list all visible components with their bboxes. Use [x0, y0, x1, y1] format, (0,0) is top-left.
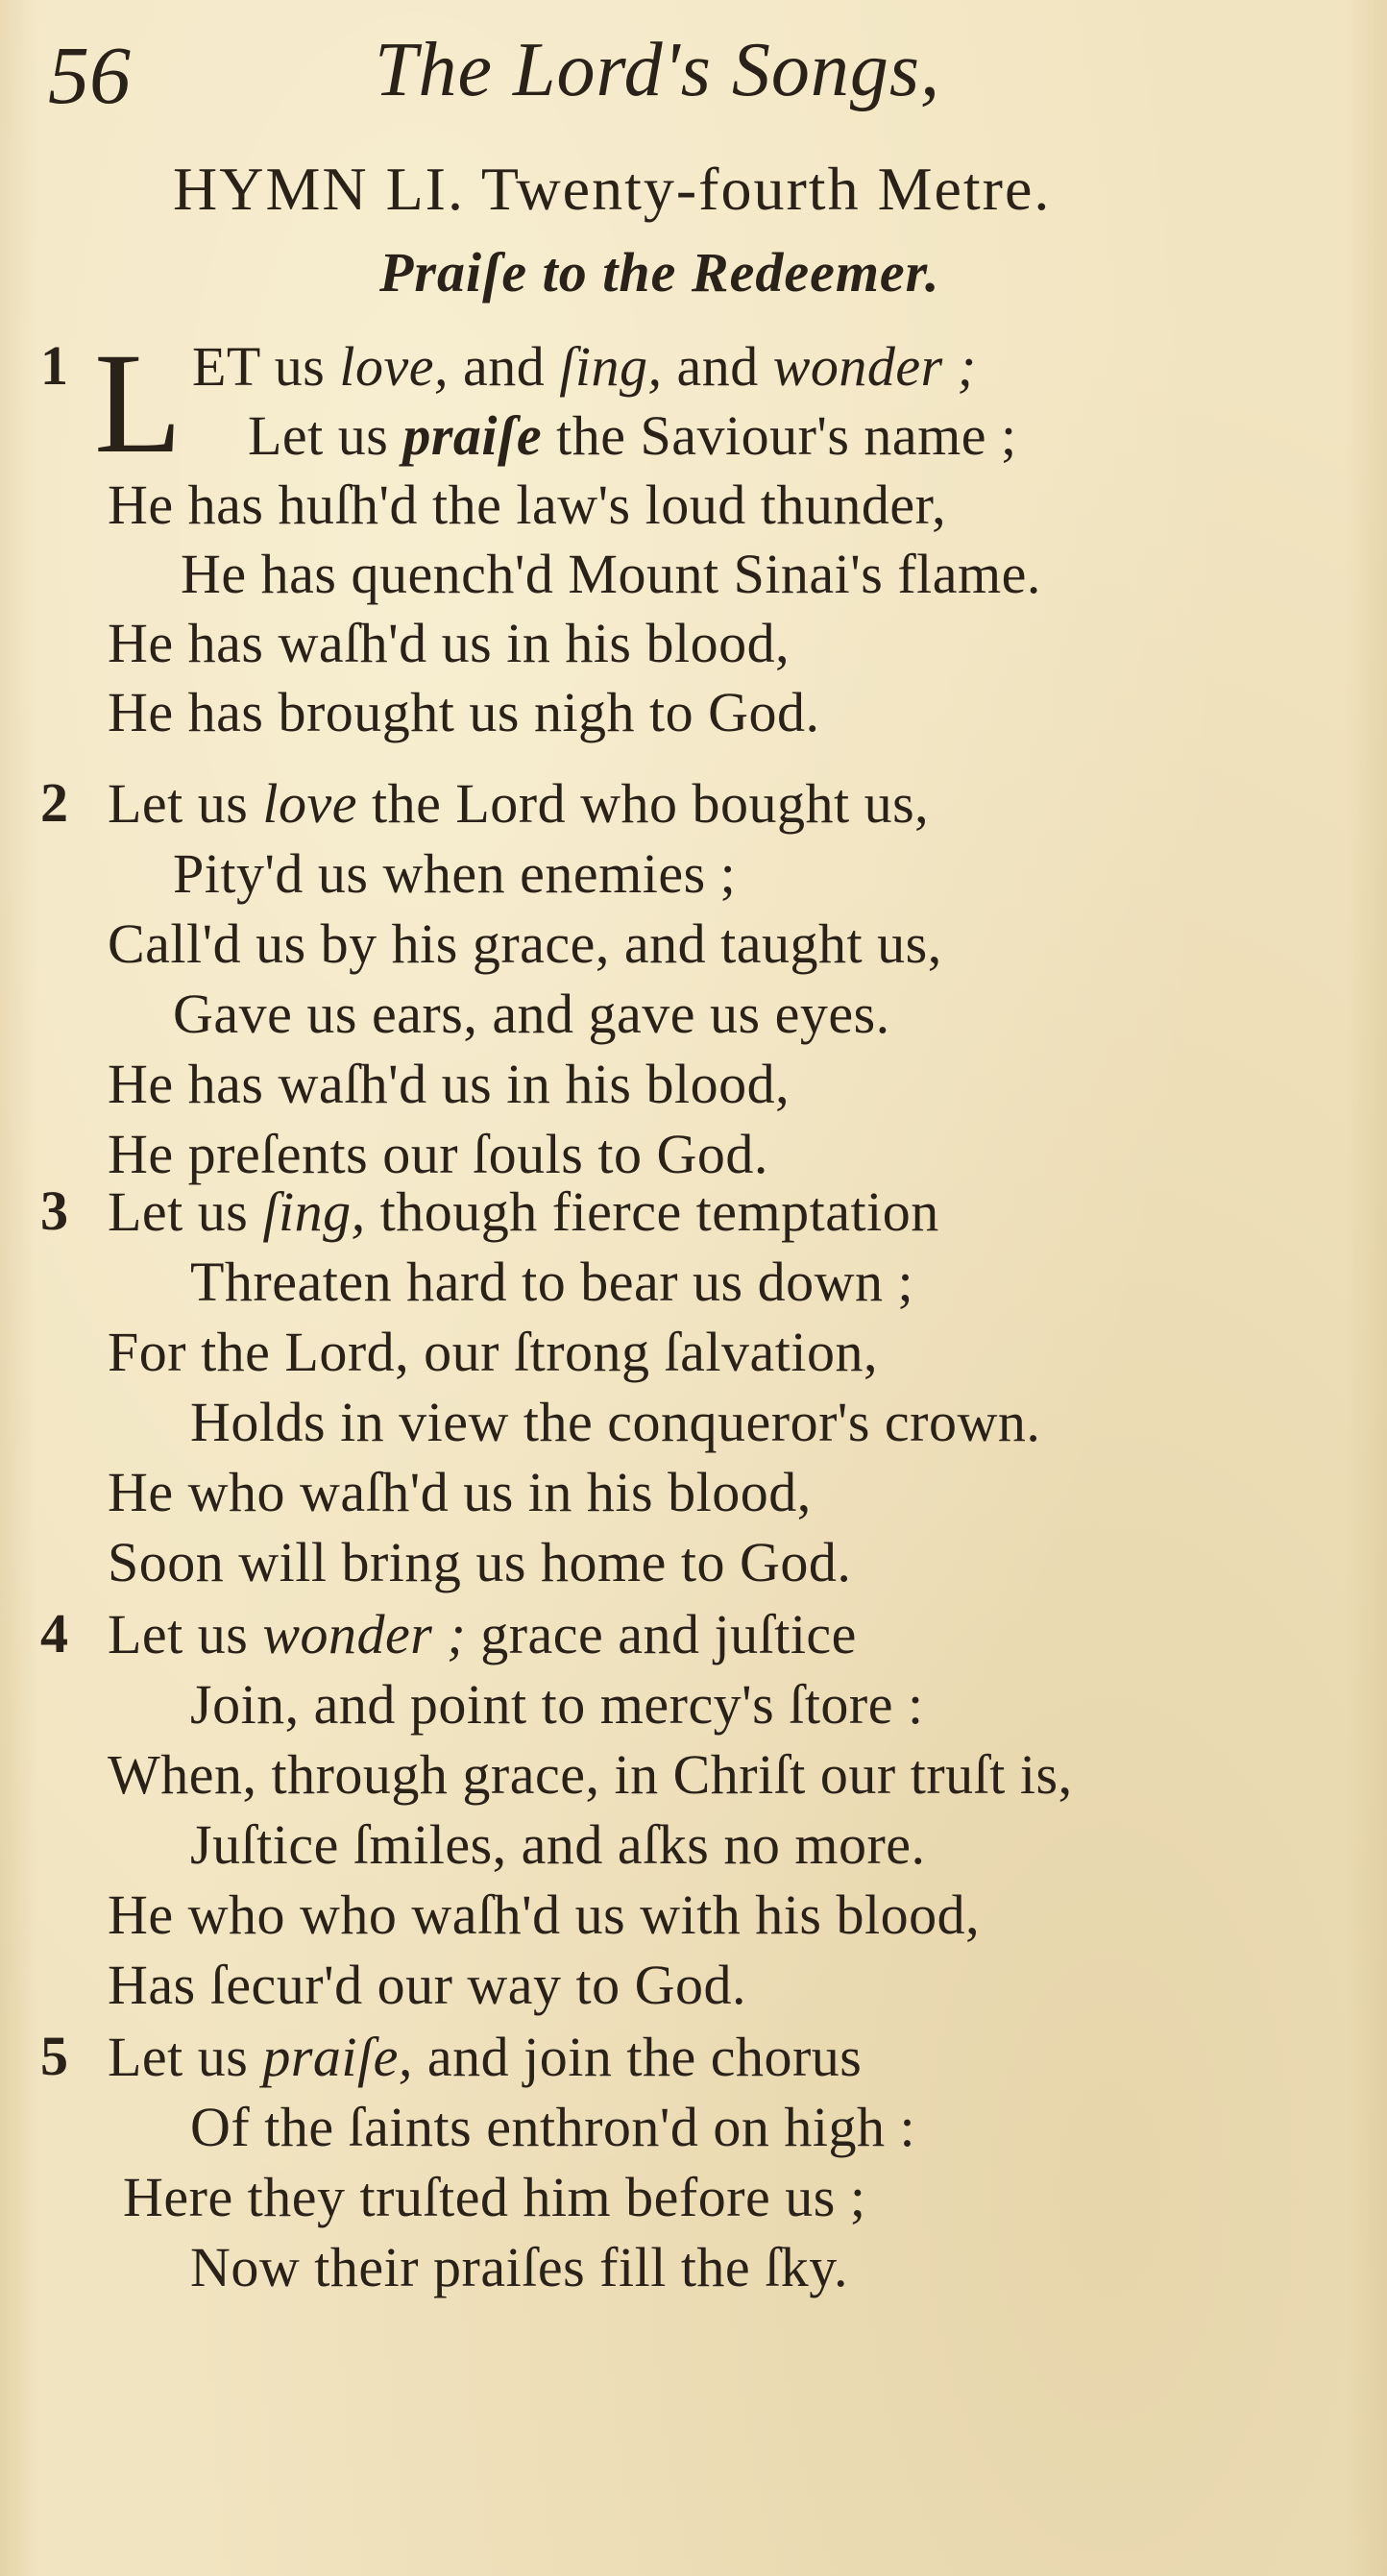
drop-cap: L: [94, 324, 182, 483]
verse-line: He has huſh'd the law's loud thunder,: [108, 474, 947, 536]
stanza-number: 5: [40, 2025, 68, 2087]
verse-line: Let us praiſe the Saviour's name ;: [248, 404, 1017, 467]
verse-line: Let us wonder ; grace and juſtice: [108, 1603, 857, 1665]
verse-line: Let us praiſe, and join the chorus: [108, 2026, 863, 2088]
verse-line: He who who waſh'd us with his blood,: [108, 1883, 981, 1946]
verse-line: Pity'd us when enemies ;: [173, 842, 737, 905]
verse-line: He has waſh'd us in his blood,: [108, 1053, 791, 1115]
verse-line: Threaten hard to bear us down ;: [190, 1251, 914, 1313]
verse-line: Juſtice ſmiles, and aſks no more.: [190, 1813, 926, 1876]
verse-line: Holds in view the conqueror's crown.: [190, 1391, 1041, 1453]
verse-line: Let us love the Lord who bought us,: [108, 772, 930, 835]
verse-line: Soon will bring us home to God.: [108, 1531, 852, 1593]
stanza-number: 2: [40, 771, 68, 834]
verse-line: Call'd us by his grace, and taught us,: [108, 912, 942, 975]
verse-line: He preſents our ſouls to God.: [108, 1123, 768, 1185]
verse-line: He has quench'd Mount Sinai's flame.: [181, 543, 1041, 605]
verse-line: He who waſh'd us in his blood,: [108, 1461, 812, 1523]
verse-line: Let us ſing, though fierce temptation: [108, 1180, 939, 1243]
verse-line: For the Lord, our ſtrong ſalvation,: [108, 1321, 878, 1383]
stanza-number: 3: [40, 1179, 68, 1242]
verse-line: Has ſecur'd our way to God.: [108, 1954, 747, 2016]
hymn-heading: HYMN LI. Twenty-fourth Metre.: [173, 155, 1052, 223]
verse-line: Join, and point to mercy's ſtore :: [190, 1673, 924, 1736]
verse-line: When, through grace, in Chriſt our truſt is,: [108, 1743, 1073, 1806]
page-number: 56: [48, 29, 131, 121]
verse-line: Now their praiſes fill the ſky.: [190, 2236, 849, 2298]
verse-line: He has waſh'd us in his blood,: [108, 612, 791, 674]
verse-line: Here they truſted him before us ;: [123, 2166, 866, 2228]
verse-line: ET us love, and ſing, and wonder ;: [192, 335, 977, 398]
stanza-number: 4: [40, 1602, 68, 1665]
verse-line: Of the ſaints enthron'd on high :: [190, 2096, 916, 2158]
stanza-number: 1: [40, 334, 68, 397]
verse-line: He has brought us nigh to God.: [108, 681, 820, 743]
hymn-subtitle: Praiſe to the Redeemer.: [379, 241, 940, 304]
verse-line: Gave us ears, and gave us eyes.: [173, 983, 890, 1045]
running-title: The Lord's Songs,: [375, 28, 941, 112]
